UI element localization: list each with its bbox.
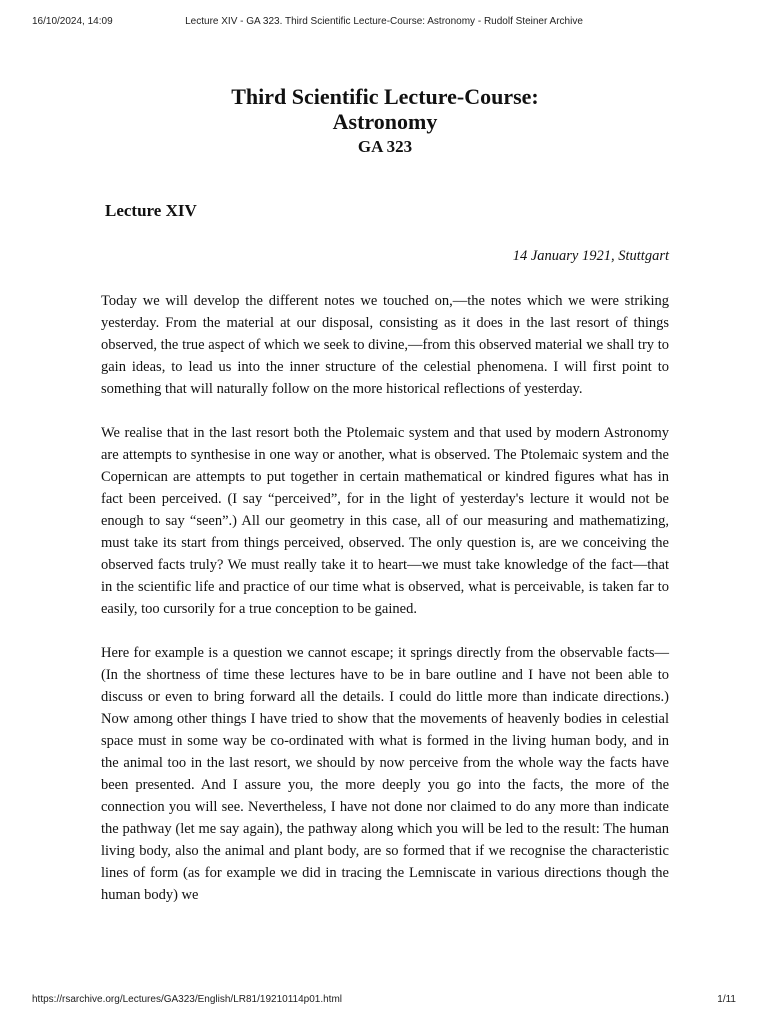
document-title-line1: Third Scientific Lecture-Course:: [231, 84, 539, 109]
print-header: [32, 16, 736, 30]
print-page-number: 1/11: [717, 994, 736, 1005]
document-title-line2: Astronomy: [332, 109, 438, 134]
paragraph-3: Here for example is a question we cannot escape; it springs directly from the observable facts—(In the shortness of time these lectures have to be in bare outline and I have not been able to discuss or even to bring forward all the details. I could do little more than indicate directions.) Now among other things I have tried to show that the movements of heavenly bodies in celestial space must in some way be co-ordinated with what is formed in the living human body, and in the animal too in the last resort, we should by now perceive from the whole way the facts have been presented. And I assure you, the more deeply you go into the facts, the more of the connection you will see. Nevertheless, I have not done nor claimed to do any more than indicate the pathway (let me say again), the pathway along which you will be led to the result: The human living body, also the animal and plant body, are so formed that if we recognise the characteristic lines of form (as for example we did in tracing the Lemniscate in various directions though the human body) we: [101, 645, 669, 903]
lecture-title: Lecture XIV: [105, 201, 197, 220]
print-datetime: 16/10/2024, 14:09: [32, 16, 113, 27]
print-url: https://rsarchive.org/Lectures/GA323/English/LR81/19210114p01.html: [32, 994, 342, 1005]
document-code: GA 323: [357, 137, 413, 156]
paragraph-2: We realise that in the last resort both the Ptolemaic system and that used by modern Astronomy are attempts to synthesise in one way or another, what is observed. The Ptolemaic system and the Copernican are attempts to put together in certain mathematical or kindred figures what has in fact been perceived. (I say “perceived”, for in the light of yesterday's lecture it would not be enough to say “seen”.) All our geometry in this case, all of our measuring and mathematizing, must take its start from things perceived, observed. The only question is, are we conceiving the observed facts truly? We must really take it to heart—we must take knowledge of the fact—that in the scientific life and practice of our time what is observed, what is perceivable, is taken far to easily, too cursorily for a true conception to be gained.: [101, 425, 669, 617]
document-title: [101, 84, 669, 134]
print-page-title: Lecture XIV - GA 323. Third Scientific Lecture-Course: Astronomy - Rudolf Steiner Archive: [185, 16, 583, 27]
print-footer: [32, 994, 736, 1008]
lecture-date-place: 14 January 1921, Stuttgart: [512, 248, 669, 264]
document-body: [101, 84, 669, 906]
paragraph-1: Today we will develop the different notes we touched on,—the notes which we were striking yesterday. From the material at our disposal, consisting as it does in the last resort of things observed, the true aspect of which we seek to divine,—from this observed material we shall try to gain ideas, to lead us into the inner structure of the celestial phenomena. I will first point to something that will naturally follow on the more historical reflections of yesterday.: [101, 293, 669, 397]
